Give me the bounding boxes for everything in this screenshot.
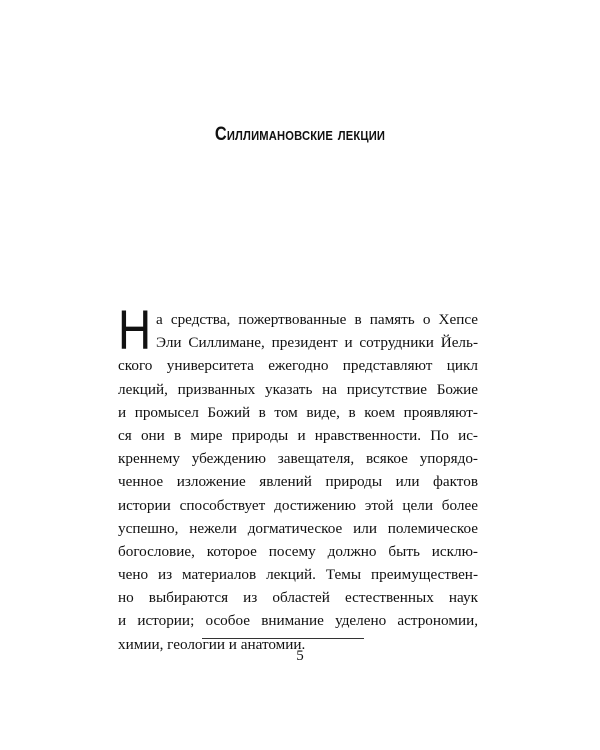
body-paragraph xyxy=(118,298,478,656)
drop-cap: Н xyxy=(118,298,152,361)
text-line: богословие, которое посему должно быть исклю- xyxy=(118,542,478,560)
text-line: чено из материалов лекций. Темы преимуществен- xyxy=(118,566,478,584)
text-line: и истории; особое внимание уделено астрономии, xyxy=(118,612,478,630)
footer-divider xyxy=(202,638,364,639)
text-line: Эли Силлимане, президент и сотрудники Йель- xyxy=(156,334,478,352)
text-line: креннему убеждению завещателя, всякое упорядо- xyxy=(118,450,478,468)
text-line: успешно, нежели догматическое или полемическое xyxy=(118,519,478,537)
text-line: истории способствует достижению этой цели более xyxy=(118,496,478,514)
text-line: ся они в мире природы и нравственности. По ис- xyxy=(118,426,478,444)
page-number: 5 xyxy=(296,648,304,664)
text-line: и промысел Божий в том виде, в коем проявляют- xyxy=(118,403,478,421)
text-line: химии, геологии и анатомии. xyxy=(118,635,306,653)
chapter-title: Силлимановские лекции xyxy=(214,124,386,145)
text-line: ченное изложение явлений природы или фактов xyxy=(118,473,478,491)
text-line: а средства, пожертвованные в память о Хепсе xyxy=(156,311,478,328)
text-line: лекций, призванных указать на присутствие Божие xyxy=(118,380,478,398)
text-line: но выбираются из областей естественных наук xyxy=(118,589,478,607)
text-line: ского университета ежегодно представляют цикл xyxy=(118,357,478,375)
